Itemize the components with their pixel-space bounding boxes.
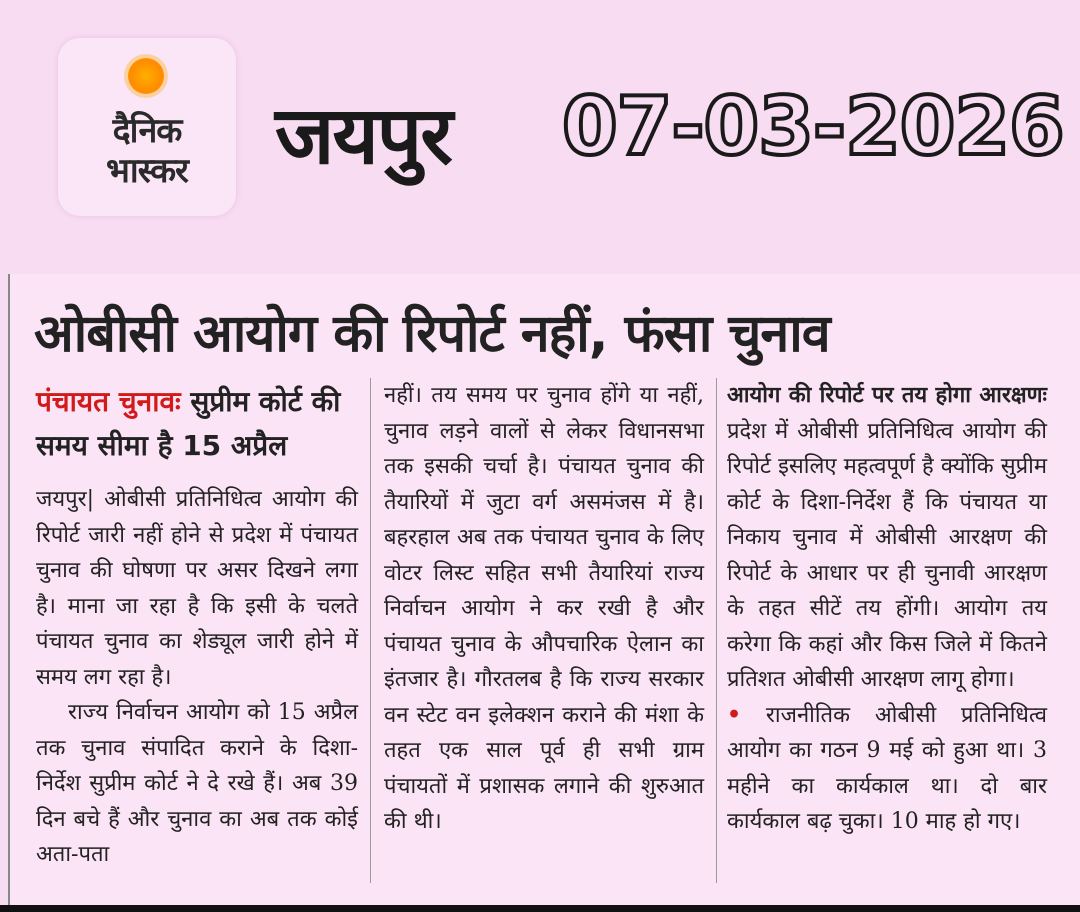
article-column-2 xyxy=(384,378,704,840)
column-divider xyxy=(370,378,371,883)
bullet-icon: • xyxy=(727,701,742,728)
paragraph: नहीं। तय समय पर चुनाव होंगे या नहीं, चुनाव लड़ने वालों से लेकर विधानसभा तक इसकी चर्चा है। पंचायत चुनाव की तैयारियों में जुटा वर्ग असमंजस में है। बहरहाल अब तक पंचायत चुनाव के लिए वोटर लिस्ट सहित सभी तैयारियां राज्य निर्वाचन आयोग ने कर रखी है और पंचायत चुनाव के औपचारिक ऐलान का इंतजार है। गौरतलब है कि राज्य सरकार वन स्टेट वन इलेक्शन कराने की मंशा के तहत एक साल पूर्व ही सभी ग्राम पंचायतों में प्रशासक लगाने की शुरुआत की थी। xyxy=(384,383,704,834)
paragraph: राजनीतिक ओबीसी प्रतिनिधित्व आयोग का गठन 9 मई को हुआ था। 3 महीने का कार्यकाल था। दो बार कार्यकाल बढ़ चुका। 10 माह हो गए। xyxy=(727,702,1047,834)
logo-text-line2: भास्कर xyxy=(106,151,188,191)
column-divider xyxy=(716,378,717,883)
section-lead: आयोग की रिपोर्ट पर तय होगा आरक्षणः xyxy=(727,383,1047,408)
paragraph: जयपुर| ओबीसी प्रतिनिधित्व आयोग की रिपोर्ट जारी नहीं होने से प्रदेश में पंचायत चुनाव की घोषणा पर असर दिखने लगा है। माना जा रहा है कि इसी के चलते पंचायत चुनाव का शेड्यूल जारी होने में समय लग रहा है। xyxy=(36,487,358,690)
article-column-3 xyxy=(727,378,1047,840)
article-subhead xyxy=(36,380,358,468)
edition-date: 07-03-2026 xyxy=(562,80,1064,173)
logo-text-line1: दैनिक xyxy=(112,111,182,151)
clipping-edge xyxy=(8,274,10,912)
paragraph: राज्य निर्वाचन आयोग को 15 अप्रैल तक चुनाव संपादित कराने के दिशा- निर्देश सुप्रीम कोर्ट ने दे रखे हैं। अब 39 दिन बचे हैं और चुनाव का अब तक कोई अता-पता xyxy=(36,700,358,867)
article-column-1 xyxy=(36,482,358,873)
sun-logo-icon xyxy=(128,58,164,94)
bottom-border xyxy=(0,905,1080,912)
subhead-text: सुप्रीम कोर्ट की समय सीमा है 15 अप्रैल xyxy=(36,385,341,462)
paragraph: प्रदेश में ओबीसी प्रतिनिधित्व आयोग की रिपोर्ट इसलिए महत्वपूर्ण है क्योंकि सुप्रीम कोर्ट के दिशा-निर्देश हैं कि पंचायत या निकाय चुनाव में ओबीसी आरक्षण की रिपोर्ट के आधार पर ही चुनावी आरक्षण के तहत सीटें तय होंगी। आयोग तय करेगा कि कहां और किस जिले में कितने प्रतिशत ओबीसी आरक्षण लागू होगा। xyxy=(727,418,1047,692)
subhead-highlight: पंचायत चुनावः xyxy=(36,385,181,418)
article-headline: ओबीसी आयोग की रिपोर्ट नहीं, फंसा चुनाव xyxy=(34,304,830,364)
city-title: जयपुर xyxy=(275,89,451,182)
